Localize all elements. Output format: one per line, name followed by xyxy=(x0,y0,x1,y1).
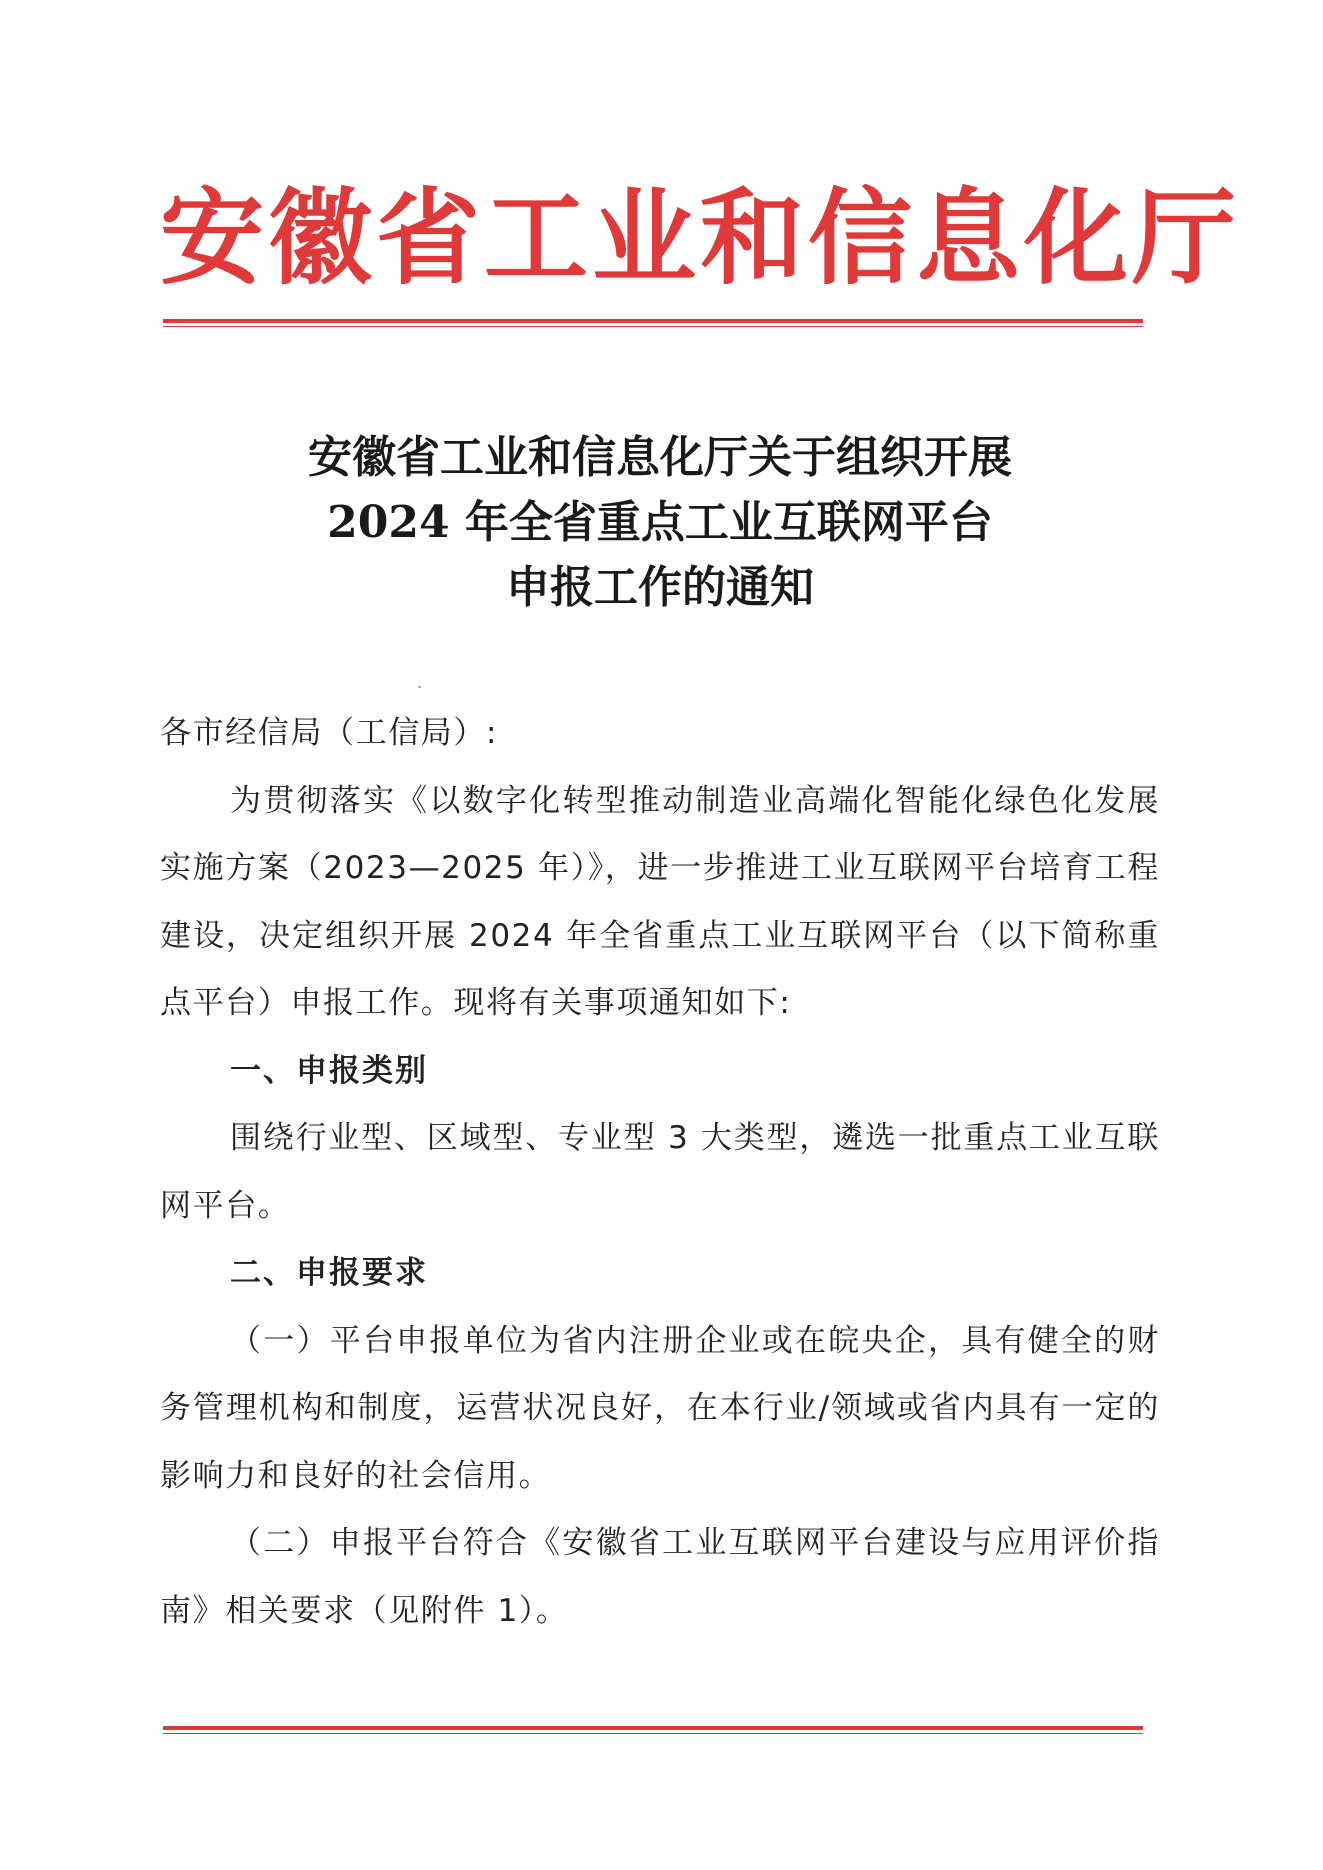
salutation: 各市经信局（工信局）: xyxy=(160,715,499,751)
document-body xyxy=(160,700,1160,1645)
section-2-item-1: （一）平台申报单位为省内注册企业或在皖央企，具有健全的财务管理机构和制度，运营状况良好，在本行业/领域或省内具有一定的影响力和良好的社会信用。 xyxy=(160,1322,1160,1494)
section-1-paragraph: 围绕行业型、区域型、专业型 3 大类型，遴选一批重点工业互联网平台。 xyxy=(160,1120,1160,1224)
title-line-3: 申报工作的通知 xyxy=(506,562,814,613)
scan-speck xyxy=(418,686,421,688)
title-line-1: 安徽省工业和信息化厅关于组织开展 xyxy=(308,432,1012,483)
section-2-item-2: （二）申报平台符合《安徽省工业互联网平台建设与应用评价指南》相关要求（见附件 1）。 xyxy=(160,1525,1160,1629)
letterhead-agency-name: 安徽省工业和信息化厅 xyxy=(160,177,1241,299)
intro-paragraph: 为贯彻落实《以数字化转型推动制造业高端化智能化绿色化发展实施方案（2023—2025 年）》，进一步推进工业互联网平台培育工程建设，决定组织开展 2024 年全省重点工业互联网平台（以下简称重点平台）申报工作。现将有关事项通知如下: xyxy=(160,782,1160,1021)
document-title xyxy=(160,425,1160,620)
section-2-heading: 二、申报要求 xyxy=(230,1255,428,1291)
title-line-2: 2024 年全省重点工业互联网平台 xyxy=(327,497,993,548)
section-1-heading: 一、申报类别 xyxy=(230,1052,428,1089)
